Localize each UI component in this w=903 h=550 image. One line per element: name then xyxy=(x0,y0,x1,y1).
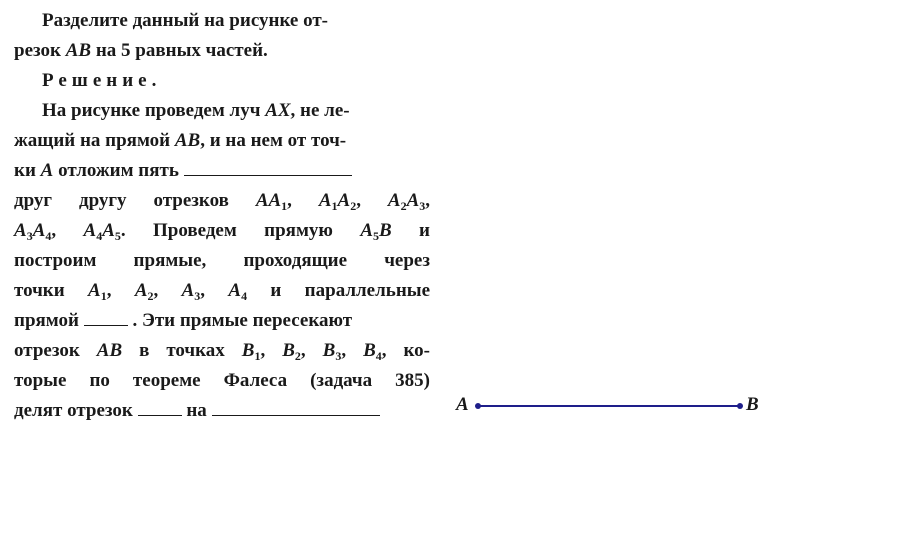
segment-name: AB xyxy=(65,40,92,61)
text: . Эти прямые пересекают xyxy=(132,310,353,331)
text: , xyxy=(200,280,229,301)
point-name: A xyxy=(134,280,148,301)
text: , xyxy=(341,340,364,361)
point-a-label: A xyxy=(456,394,469,415)
line-name: AB xyxy=(174,130,201,151)
subscript: 2 xyxy=(147,289,154,303)
text: , xyxy=(106,280,135,301)
text: делят отрезок xyxy=(14,400,138,421)
solution-line-5 xyxy=(14,126,430,156)
fill-in-blank[interactable] xyxy=(84,307,128,326)
subscript: 3 xyxy=(335,349,342,363)
text: , не ле- xyxy=(290,100,350,121)
solution-line-9 xyxy=(14,246,430,276)
point-name: A xyxy=(14,220,27,241)
segment-figure xyxy=(450,390,770,430)
text: На рисунке проведем луч xyxy=(42,100,266,121)
text: Разделите данный на рисунке от- xyxy=(42,10,329,31)
solution-line-8 xyxy=(14,216,430,246)
text: жащий на прямой xyxy=(14,130,175,151)
subscript: 5 xyxy=(114,229,121,243)
fill-in-blank[interactable] xyxy=(212,397,380,416)
point-name: A xyxy=(83,220,97,241)
point-name: A xyxy=(337,190,351,211)
segment-name: AA xyxy=(255,190,282,211)
solution-line-6 xyxy=(14,156,430,186)
task-line-1 xyxy=(14,6,430,36)
solution-line-10 xyxy=(14,276,430,306)
subscript: 1 xyxy=(331,199,338,213)
text: резок xyxy=(14,40,66,61)
point-name: A xyxy=(318,190,332,211)
point-name: A xyxy=(32,220,46,241)
subscript: 4 xyxy=(45,229,52,243)
text: , xyxy=(356,190,388,211)
text: и параллельные xyxy=(247,280,431,301)
subscript: 4 xyxy=(96,229,103,243)
subscript: 1 xyxy=(100,289,107,303)
solution-line-11 xyxy=(14,306,430,336)
text: отложим пять xyxy=(53,160,179,181)
text: в точках xyxy=(122,340,242,361)
point-name: A xyxy=(88,280,101,301)
point-name: A xyxy=(228,280,242,301)
point-name: A xyxy=(40,160,54,181)
segment-ab xyxy=(478,405,740,407)
point-name: A xyxy=(406,190,420,211)
subscript: 1 xyxy=(254,349,261,363)
point-name: A xyxy=(387,190,401,211)
text-block xyxy=(14,6,430,426)
subscript: 1 xyxy=(281,199,288,213)
subscript: 3 xyxy=(194,289,201,303)
subscript: 3 xyxy=(26,229,33,243)
text: , xyxy=(425,190,431,211)
text: прямой xyxy=(14,310,84,331)
segment-name: AB xyxy=(96,340,123,361)
text: , xyxy=(51,220,84,241)
text: построим прямые, проходящие через xyxy=(14,250,430,271)
text: точки xyxy=(14,280,89,301)
point-b-dot xyxy=(737,403,743,409)
text: и xyxy=(391,220,431,241)
point-name: A xyxy=(181,280,195,301)
text: на xyxy=(181,400,212,421)
solution-line-4 xyxy=(14,96,430,126)
ray-name: AX xyxy=(265,100,291,121)
point-name: B xyxy=(379,220,392,241)
heading-text: Решение. xyxy=(42,70,162,91)
solution-line-14 xyxy=(14,396,430,426)
solution-line-7 xyxy=(14,186,430,216)
text: , xyxy=(153,280,182,301)
point-name: B xyxy=(363,340,376,361)
point-b-label: B xyxy=(746,394,759,415)
point-name: A xyxy=(360,220,373,241)
text: , xyxy=(260,340,283,361)
text: , xyxy=(300,340,323,361)
fill-in-blank[interactable] xyxy=(184,157,352,176)
subscript: 2 xyxy=(400,199,407,213)
subscript: 4 xyxy=(375,349,382,363)
solution-line-12 xyxy=(14,336,430,366)
subscript: 2 xyxy=(294,349,301,363)
point-name: B xyxy=(322,340,336,361)
text: друг другу отрезков xyxy=(14,190,256,211)
subscript: 2 xyxy=(350,199,357,213)
point-name: A xyxy=(102,220,115,241)
subscript: 5 xyxy=(373,229,379,243)
text: на 5 равных частей. xyxy=(91,40,268,61)
text: . Проведем прямую xyxy=(120,220,361,241)
point-name: B xyxy=(282,340,295,361)
fill-in-blank[interactable] xyxy=(138,397,182,416)
subscript: 4 xyxy=(241,289,248,303)
task-line-2 xyxy=(14,36,430,66)
text: , и на нем от точ- xyxy=(200,130,347,151)
text: , xyxy=(287,190,319,211)
text: торые по теореме Фалеса (задача 385) xyxy=(14,370,430,391)
subscript: 3 xyxy=(419,199,426,213)
solution-line-13 xyxy=(14,366,430,396)
text: отрезок xyxy=(14,340,97,361)
point-name: B xyxy=(241,340,255,361)
text: , ко- xyxy=(381,340,431,361)
solution-heading xyxy=(14,66,430,96)
text: ки xyxy=(14,160,41,181)
